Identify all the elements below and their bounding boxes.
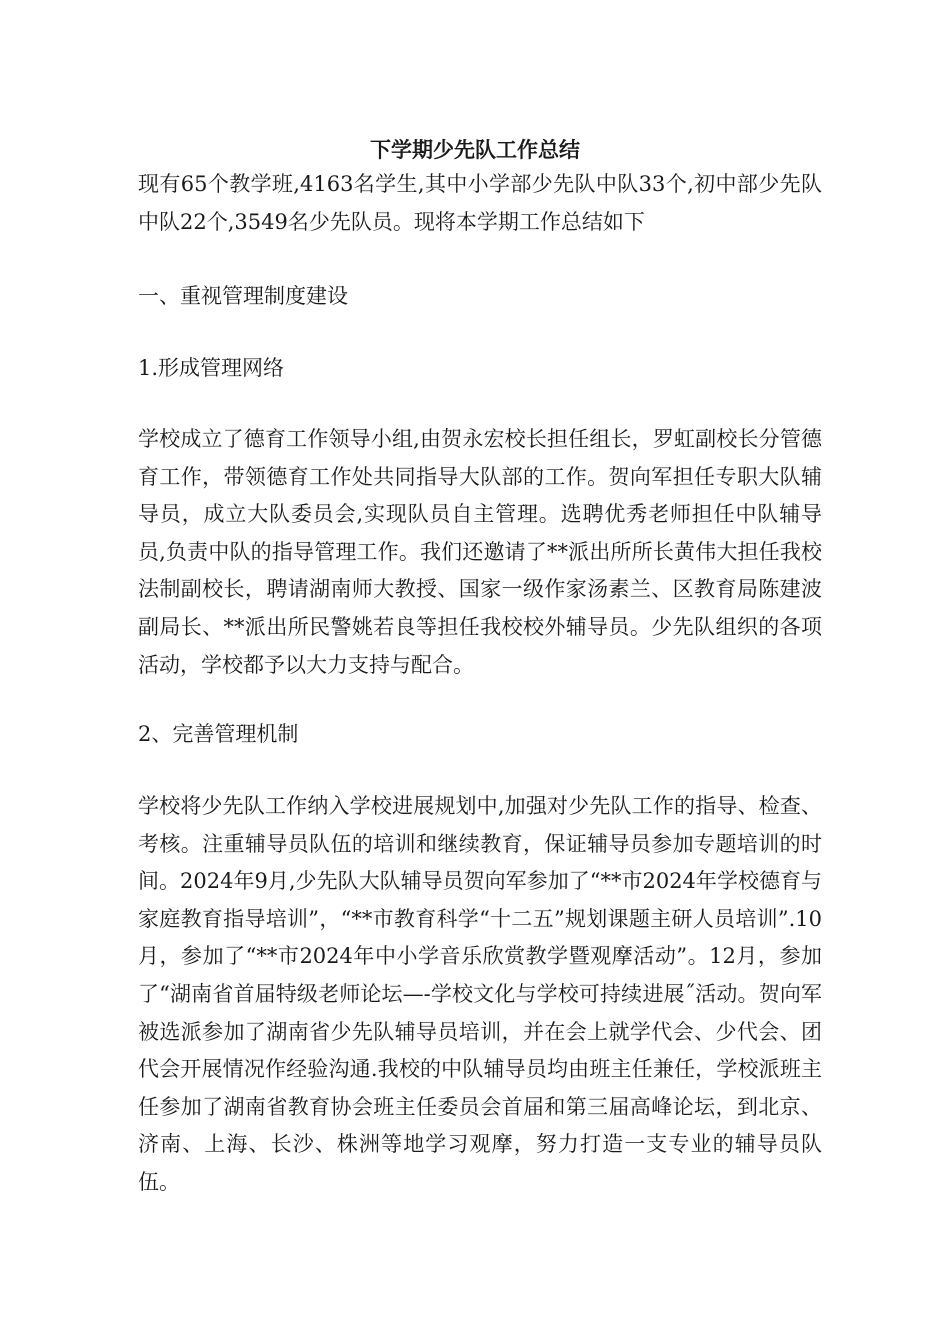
document-title: 下学期少先队工作总结	[370, 137, 580, 162]
subsection-body-2: 学校将少先队工作纳入学校进展规划中,加强对少先队工作的指导、检查、考核。注重辅导员队伍的培训和继续教育，保证辅导员参加专题培训的时间。2024年9月,少先队大队辅导员贺向军参加了“**市2024年学校德育与家庭教育指导培训”，“**市教育科学“十二五”规划课题主研人员培训”.10月，参加了“**市2024年中小学音乐欣赏教学暨观摩活动”。12月，参加了“湖南省首届特级老师论坛—-学校文化与学校可持续进展˝活动。贺向军被选派参加了湖南省少先队辅导员培训，并在会上就学代会、少代会、团代会开展情况作经验沟通.我校的中队辅导员均由班主任兼任，学校派班主任参加了湖南省教育协会班主任委员会首届和第三届高峰论坛，到北京、济南、上海、长沙、株洲等地学习观摩，努力打造一支专业的辅导员队伍。	[138, 794, 822, 1194]
subsection-body-1: 学校成立了德育工作领导小组,由贺永宏校长担任组长，罗虹副校长分管德育工作，带领德育工作处共同指导大队部的工作。贺向军担任专职大队辅导员，成立大队委员会,实现队员自主管理。选聘优秀老师担任中队辅导员,负责中队的指导管理工作。我们还邀请了**派出所所长黄伟大担任我校法制副校长，聘请湖南师大教授、国家一级作家汤素兰、区教育局陈建波副局长、**派出所民警姚若良等担任我校校外辅导员。少先队组织的各项活动，学校都予以大力支持与配合。	[138, 427, 822, 677]
section-heading-1: 一、重视管理制度建设	[138, 284, 348, 308]
intro-paragraph: 现有65个教学班,4163名学生,其中小学部少先队中队33个,初中部少先队中队22个,3549名少先队员。现将本学期工作总结如下	[138, 172, 822, 234]
subsection-heading-1: 1.形成管理网络	[138, 356, 285, 380]
subsection-heading-2: 2、完善管理机制	[138, 722, 299, 746]
